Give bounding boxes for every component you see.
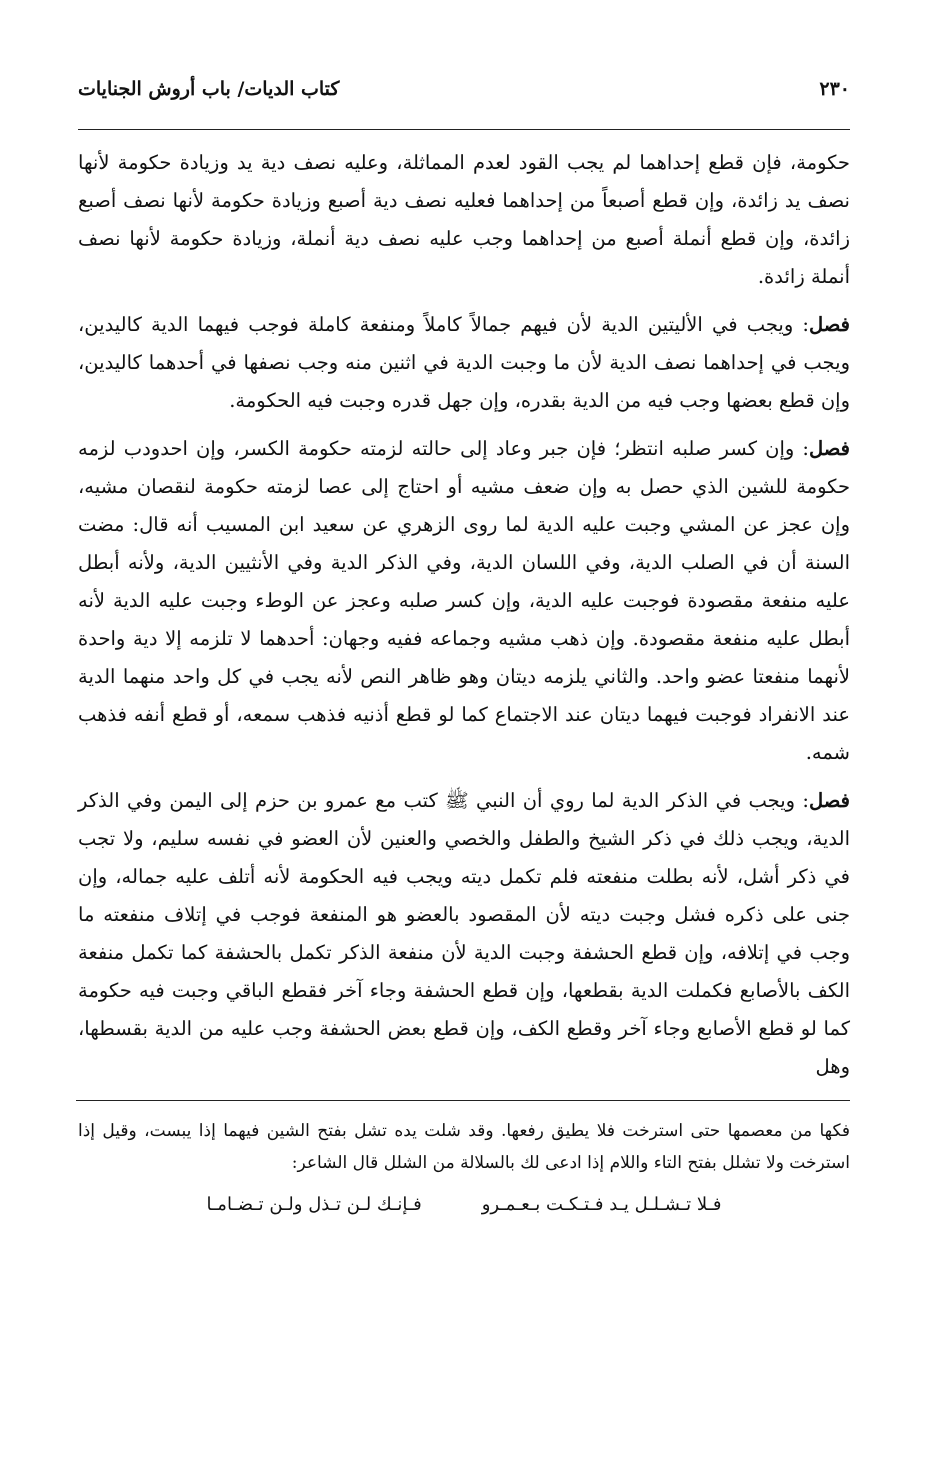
section-marker: فصل [809,789,850,812]
paragraph-2 [78,306,850,420]
poetry-verse [78,1189,850,1221]
main-text [78,144,850,1086]
page-number: ٢٣٠ [819,78,850,100]
paragraph-4 [78,782,850,1086]
footnote-divider [76,1100,850,1101]
verse-first-hemistich: فـلا تـشـلـل يـد فـتـكـت بـعـمـرو [481,1194,722,1215]
running-title: كتاب الديات/ باب أروش الجنايات [78,78,340,100]
paragraph-text: : ويجب في الأليتين الدية لأن فيهم جمالاً كاملاً ومنفعة كاملة فوجب فيهما الدية كاليدين، ويجب في إحداهما نصف الدية لأن ما وجبت الدية في اثنين منه وجب نصفها في أحدهما كاليدين، وإن قطع بعضها وجب فيه من الدية بقدره، وإن جهل قدره وجبت فيه الحكومة. [78,313,850,412]
section-marker: فصل [809,313,850,336]
verse-second-hemistich: فـإنـك لـن تـذل ولـن تـضـامـا [206,1194,422,1215]
paragraph-text: : وإن كسر صلبه انتظر؛ فإن جبر وعاد إلى حالته لزمته حكومة الكسر، وإن احدودب لزمه حكومة للشين الذي حصل به وإن ضعف مشيه أو احتاج إلى عصا لزمته حكومة لنقصان مشيه، وإن عجز عن المشي وجبت عليه الدية لما روى الزهري عن سعيد ابن المسيب أنه قال: مضت السنة أن في الصلب الدية، وفي اللسان الدية، وفي الذكر الدية وفي الأنثيين الدية، ولأنه أبطل عليه منفعة مقصودة فوجبت عليه الدية، وإن كسر صلبه وعجز عن الوطء وجبت عليه الدية لأنه أبطل عليه منفعة مقصودة. وإن ذهب مشيه وجماعه ففيه وجهان: أحدهما لا تلزمه إلا دية واحدة لأنهما منفعتا عضو واحد. والثاني يلزمه ديتان وهو ظاهر النص لأنه يجب في كل واحد منهما الدية عند الانفراد فوجبت فيهما ديتان عند الاجتماع كما لو قطع أذنيه فذهب سمعه، أو قطع أنفه فذهب شمه. [78,437,850,764]
paragraph-3 [78,430,850,772]
section-marker: فصل [809,437,850,460]
paragraph-1 [78,144,850,296]
footnote-text: فكها من معصمها حتى استرخت فلا يطيق رفعها. وقد شلت يده تشل بفتح الشين فيهما إذا يبست، وقيل إذا استرخت ولا تشلل بفتح التاء واللام إذا ادعى لك بالسلالة من الشلل قال الشاعر: [78,1121,850,1173]
footnote [78,1115,850,1221]
paragraph-text: : ويجب في الذكر الدية لما روي أن النبي ﷺ كتب مع عمرو بن حزم إلى اليمن وفي الذكر الدية، ويجب ذلك في ذكر الشيخ والطفل والخصي والعنين لأن العضو في نفسه سليم، ولا تجب في ذكر أشل، لأنه بطلت منفعته فلم تكمل ديته ويجب فيه الحكومة لأنه أتلف عليه جماله، وإن جنى على ذكره فشل وجبت ديته لأن المقصود بالعضو هو المنفعة فوجب في إتلاف منفعته ما وجب في إتلافه، وإن قطع الحشفة وجبت الدية لأن منفعة الذكر تكمل بالحشفة كما تكمل منفعة الكف بالأصابع فكملت الدية بقطعها، وإن قطع الحشفة وجاء آخر فقطع الباقي وجبت فيه حكومة كما لو قطع الأصابع وجاء آخر وقطع الكف، وإن قطع بعض الحشفة وجب عليه من الدية بقسطها، وهل [78,789,850,1078]
running-head [78,78,850,130]
paragraph-text: حكومة، فإن قطع إحداهما لم يجب القود لعدم المماثلة، وعليه نصف دية يد وزيادة حكومة لأنها نصف يد زائدة، وإن قطع أصبعاً من إحداهما فعليه نصف دية أصبع وزيادة حكومة لأنها نصف أصبع زائدة، وإن قطع أنملة أصبع من إحداهما وجب عليه نصف دية أنملة، وزيادة حكومة لأنها نصف أنملة زائدة. [78,151,850,288]
book-page [78,78,850,1221]
